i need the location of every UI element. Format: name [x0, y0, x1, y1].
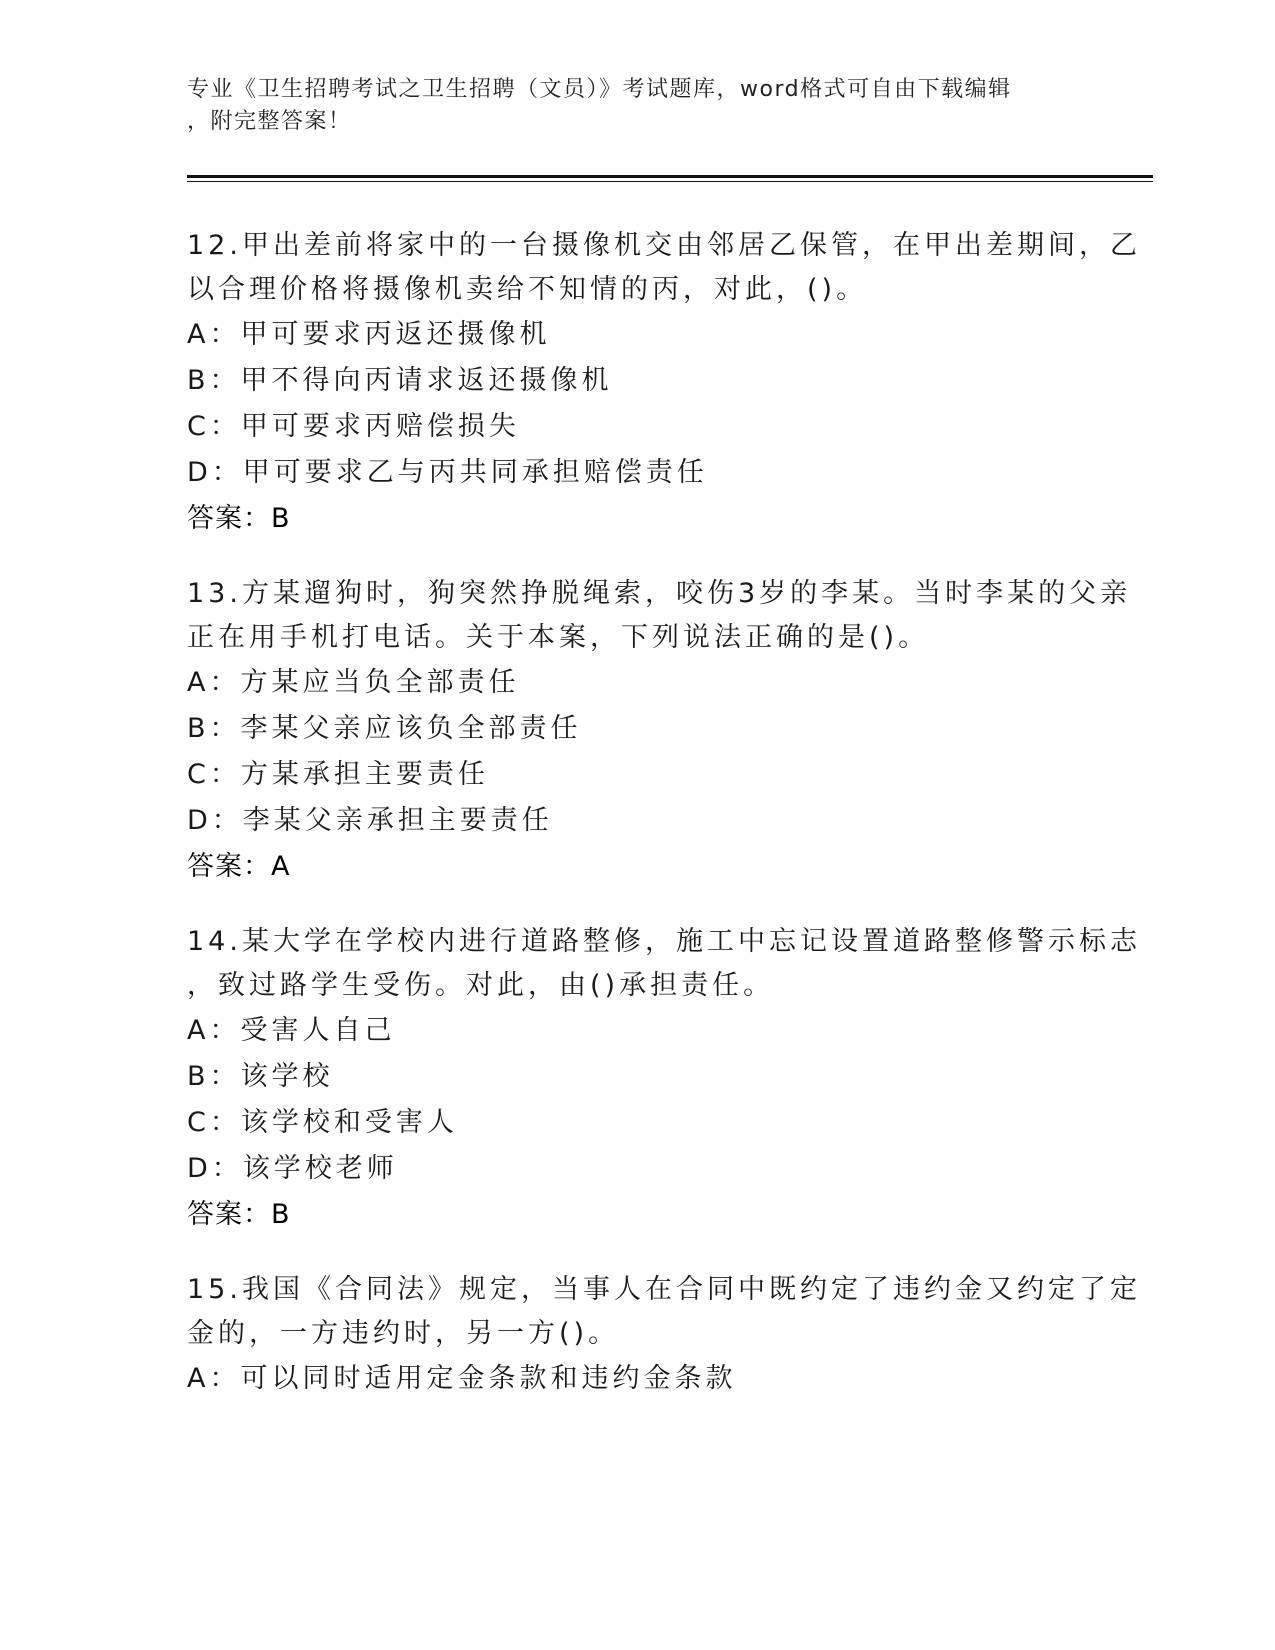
option-d: D：李某父亲承担主要责任 [187, 805, 553, 836]
question-12 [187, 224, 1141, 542]
question-13 [187, 572, 1132, 890]
header-line-2: ，附完整答案！ [187, 109, 352, 134]
answer-label: 答案： [187, 1199, 271, 1230]
option-b: B：该学校 [187, 1061, 334, 1092]
answer-value: A [271, 851, 291, 882]
option-d: D：该学校老师 [187, 1153, 398, 1184]
option-a: A：受害人自己 [187, 1015, 396, 1046]
question-14 [187, 920, 1141, 1238]
option-c: C：甲可要求丙赔偿损失 [187, 411, 520, 442]
question-text-line-1: 14.某大学在学校内进行道路整修，施工中忘记设置道路整修警示标志 [187, 926, 1141, 957]
header-rule-thin [187, 181, 1153, 182]
answer-label: 答案： [187, 851, 271, 882]
option-d: D：甲可要求乙与丙共同承担赔偿责任 [187, 457, 708, 488]
answer-line [187, 496, 1087, 542]
question-15 [187, 1268, 1141, 1402]
question-text-line-1: 15.我国《合同法》规定，当事人在合同中既约定了违约金又约定了定 [187, 1274, 1141, 1305]
option-b: B：甲不得向丙请求返还摄像机 [187, 365, 613, 396]
header-line-1: 专业《卫生招聘考试之卫生招聘（文员）》考试题库，word格式可自由下载编辑 [187, 77, 1012, 102]
answer-label: 答案： [187, 503, 271, 534]
document-header [187, 74, 1067, 138]
question-text-line-2: 金的，一方违约时，另一方()。 [187, 1318, 620, 1349]
answer-value: B [271, 1199, 291, 1230]
option-a: A：方某应当负全部责任 [187, 667, 520, 698]
answer-value: B [271, 503, 291, 534]
question-text-line-2: 以合理价格将摄像机卖给不知情的丙，对此，()。 [187, 274, 868, 305]
question-text-line-1: 13.方某遛狗时，狗突然挣脱绳索，咬伤3岁的李某。当时李某的父亲 [187, 578, 1132, 609]
question-text-line-1: 12.甲出差前将家中的一台摄像机交由邻居乙保管，在甲出差期间，乙 [187, 230, 1141, 261]
option-c: C：该学校和受害人 [187, 1107, 458, 1138]
option-a: A：可以同时适用定金条款和违约金条款 [187, 1363, 737, 1394]
header-rule-thick [187, 175, 1153, 178]
option-a: A：甲可要求丙返还摄像机 [187, 319, 551, 350]
question-text-line-2: ，致过路学生受伤。对此，由()承担责任。 [187, 970, 775, 1001]
question-text-line-2: 正在用手机打电话。关于本案，下列说法正确的是()。 [187, 622, 930, 653]
option-b: B：李某父亲应该负全部责任 [187, 713, 582, 744]
option-c: C：方某承担主要责任 [187, 759, 489, 790]
answer-line [187, 1192, 1087, 1238]
answer-line [187, 844, 1087, 890]
